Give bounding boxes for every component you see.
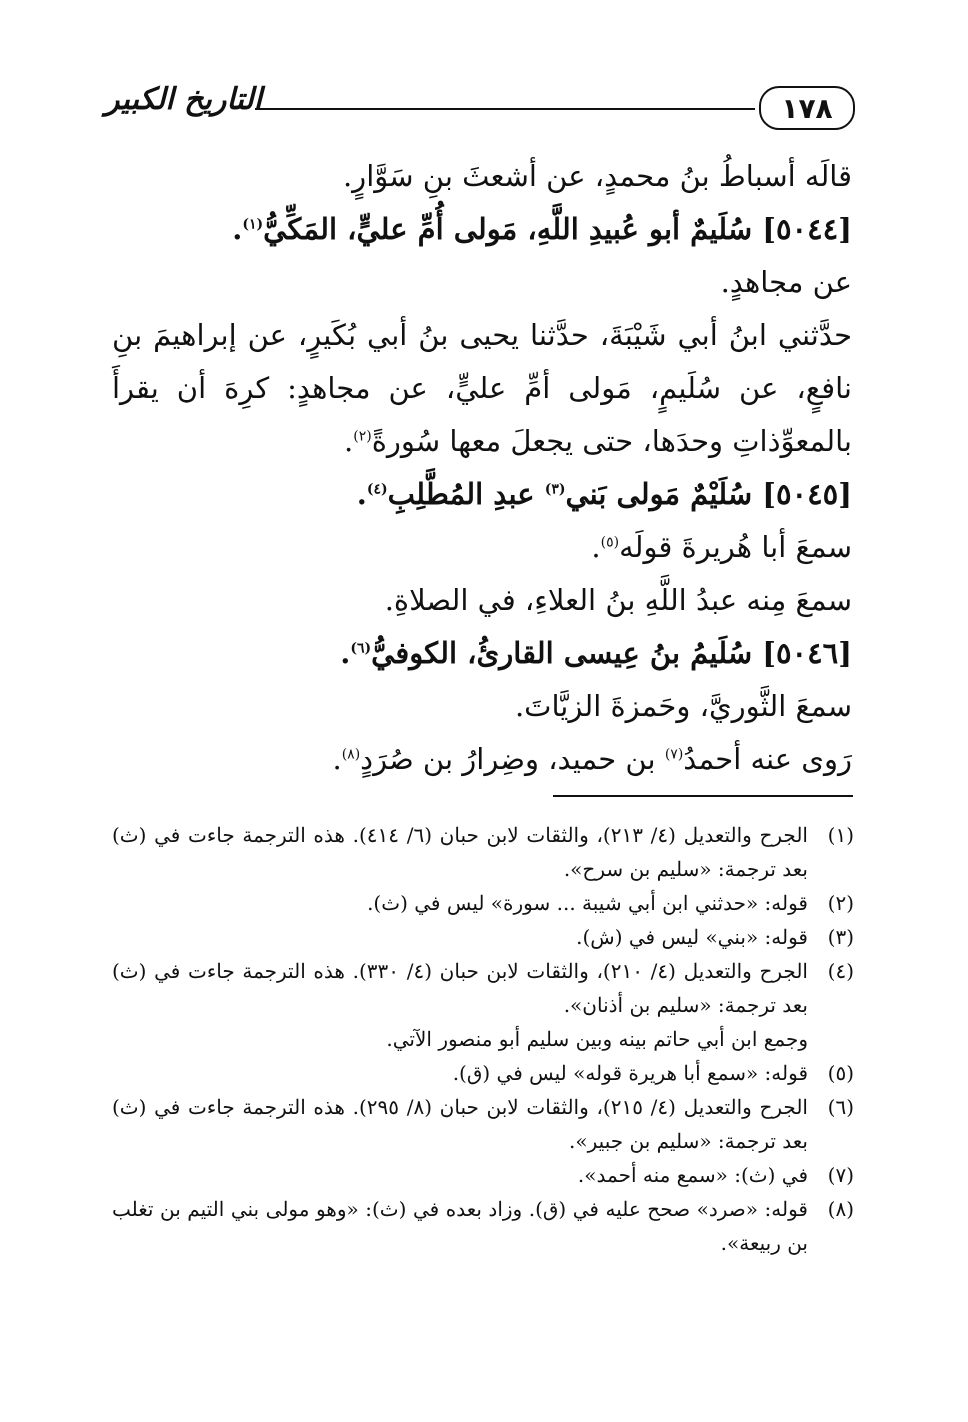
footnote-marker: (٧) [664, 746, 684, 763]
text-line: عن مجاهدٍ. [720, 265, 852, 299]
entry-heading-5044 [112, 203, 852, 256]
text-line [112, 521, 852, 574]
footnote-number: (١) [827, 823, 854, 847]
footnote [112, 920, 854, 954]
footnotes [112, 818, 854, 1260]
page-header [105, 82, 855, 132]
footnote-marker: (١) [242, 216, 264, 233]
footnote-continuation: وجمع ابن أبي حاتم بينه وبين سليم أبو منصور الآتي. [386, 1027, 808, 1051]
punctuation: . [591, 530, 601, 564]
entry-heading-5045 [112, 468, 852, 521]
punctuation: . [232, 212, 243, 246]
footnote-number: (٥) [827, 1061, 854, 1085]
page-number: ١٧٨ [759, 86, 855, 130]
footnote-separator [553, 795, 853, 797]
entry-heading-text: [٥٠٤٦] سُلَيمُ بنُ عِيسى القارئُ، الكوفيُّ [371, 636, 852, 670]
footnote-number: (٢) [827, 891, 854, 915]
text-line: سمعَ مِنه عبدُ اللَّهِ بنُ العلاءِ، في الصلاةِ. [384, 583, 852, 617]
line-text: بن حميد، وضِرارُ بن صُرَدٍ [360, 742, 656, 776]
footnote [112, 886, 854, 920]
footnote [112, 1056, 854, 1090]
footnote-number: (٦) [827, 1095, 854, 1119]
punctuation: . [340, 636, 351, 670]
footnote [112, 1090, 854, 1158]
text-line [112, 733, 852, 786]
footnote-text: في (ث): «سمع منه أحمد». [577, 1163, 808, 1187]
line-text: رَوى عنه أحمدُ [683, 742, 852, 776]
footnote-number: (٧) [827, 1163, 854, 1187]
text-line: قالَه أسباطُ بنُ محمدٍ، عن أشعثَ بنِ سَوَّارٍ. [342, 159, 852, 193]
footnote [112, 1158, 854, 1192]
punctuation: . [356, 477, 367, 511]
main-text [112, 150, 852, 786]
entry-heading-5046 [112, 627, 852, 680]
entry-heading-text: [٥٠٤٤] سُلَيمٌ أبو عُبيدِ اللَّهِ، مَولى أُمِّ عليٍّ، المَكِّيُّ [263, 212, 852, 246]
paragraph-text: حدَّثني ابنُ أبي شَيْبَةَ، حدَّثنا يحيى بنُ أبي بُكَيرٍ، عن إبراهيمَ بنِ نافعٍ، عن سُلَيمٍ، مَولى أمِّ عليٍّ، عن مجاهدٍ: كرِهَ أن يقرأَ بالمعوِّذاتِ وحدَها، حتى يجعلَ معها سُورةً [112, 318, 852, 458]
entry-heading-text: عبدِ المُطَّلِبِ [387, 477, 535, 511]
footnote [112, 818, 854, 886]
footnote-number: (٣) [827, 925, 854, 949]
line-text: سمعَ أبا هُريرةَ قولَه [619, 530, 852, 564]
entry-heading-text: [٥٠٤٥] سُلَيْمٌ مَولى بَني [565, 477, 852, 511]
footnote [112, 1192, 854, 1260]
footnote-marker: (٨) [341, 746, 361, 763]
footnote-text: قوله: «حدثني ابن أبي شيبة ... سورة» ليس في (ث). [367, 891, 808, 915]
footnote-marker: (٥) [600, 534, 620, 551]
footnote-text: قوله: «بني» ليس في (ش). [576, 925, 808, 949]
text-paragraph [112, 309, 852, 468]
footnote-text: قوله: «صرد» صحح عليه في (ق). وزاد بعده في (ث): «وهو مولى بني التيم بن تغلب بن ربيعة». [112, 1197, 808, 1255]
footnote-text: قوله: «سمع أبا هريرة قوله» ليس في (ق). [452, 1061, 808, 1085]
footnote-marker: (٣) [544, 481, 566, 498]
footnote [112, 954, 854, 1022]
book-title: التاريخ الكبير [105, 82, 263, 117]
text-line: سمعَ الثَّوريَّ، وحَمزةَ الزيَّاتَ. [514, 689, 852, 723]
footnote-number: (٨) [827, 1197, 854, 1221]
punctuation: . [344, 424, 354, 458]
footnote-marker: (٦) [350, 640, 372, 657]
footnote-text: الجرح والتعديل (٤/ ٢١٥)، والثقات لابن حبان (٨/ ٢٩٥). هذه الترجمة جاءت في (ث) بعد ترجمة: «سليم بن جبير». [112, 1095, 808, 1153]
footnote-text: الجرح والتعديل (٤/ ٢١٠)، والثقات لابن حبان (٤/ ٣٣٠). هذه الترجمة جاءت في (ث) بعد ترجمة: «سليم بن أذنان». [112, 959, 808, 1017]
footnote-marker: (٢) [353, 428, 372, 445]
punctuation: . [332, 742, 342, 776]
footnote-text: الجرح والتعديل (٤/ ٢١٣)، والثقات لابن حبان (٦/ ٤١٤). هذه الترجمة جاءت في (ث) بعد ترجمة: «سليم بن سرح». [112, 823, 808, 881]
header-rule [255, 108, 755, 110]
footnote-marker: (٤) [366, 481, 388, 498]
footnote-number: (٤) [827, 959, 854, 983]
